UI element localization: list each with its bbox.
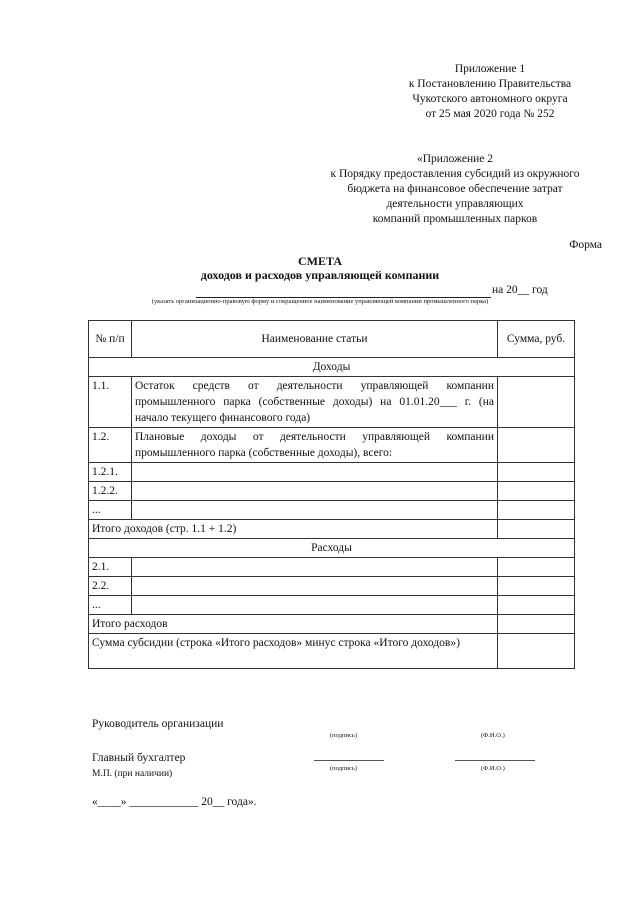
expense-total-row	[89, 615, 575, 634]
annex2-line: компаний промышленных парков	[372, 213, 538, 225]
row-name	[132, 463, 498, 482]
accountant-name-caption: (Ф.И.О.)	[481, 765, 505, 772]
row-num: 1.2.2.	[89, 482, 132, 501]
row-sum	[498, 463, 575, 482]
table-row	[89, 428, 575, 463]
table-row	[89, 482, 575, 501]
row-sum	[498, 615, 575, 634]
form-label: Форма	[569, 239, 602, 251]
head-signature-label: Руководитель организации	[92, 718, 224, 730]
date-line: «____» ____________ 20__ года».	[92, 796, 257, 808]
row-sum	[498, 501, 575, 520]
annex1-block	[380, 62, 600, 122]
annex2-line: «Приложение 2	[416, 153, 494, 165]
annex2-line: к Порядку предоставления субсидий из окружного	[330, 168, 580, 180]
table-row	[89, 463, 575, 482]
row-name	[132, 596, 498, 615]
accountant-signature-caption: (подпись)	[330, 765, 357, 772]
accountant-signature-line	[314, 760, 384, 761]
annex2-line: деятельности управляющих	[386, 198, 524, 210]
row-sum	[498, 482, 575, 501]
subsidy-row	[89, 634, 575, 669]
table-row	[89, 501, 575, 520]
row-num: ...	[89, 596, 132, 615]
row-sum	[498, 428, 575, 463]
expense-total-label: Итого расходов	[89, 615, 498, 634]
row-sum	[498, 558, 575, 577]
row-name	[132, 501, 498, 520]
header-name: Наименование статьи	[132, 321, 498, 358]
document-title: СМЕТА	[297, 254, 343, 268]
row-name	[132, 577, 498, 596]
row-sum	[498, 377, 575, 428]
annex1-line: от 25 мая 2020 года № 252	[425, 108, 555, 120]
row-num: 2.2.	[89, 577, 132, 596]
table-row	[89, 596, 575, 615]
head-name-caption: (Ф.И.О.)	[481, 732, 505, 739]
row-name: Плановые доходы от деятельности управляющей компании промышленного парка (собственные доходы), всего:	[132, 428, 498, 463]
accountant-signature-label: Главный бухгалтер	[92, 752, 186, 764]
row-sum	[498, 596, 575, 615]
income-total-label: Итого доходов (стр. 1.1 + 1.2)	[89, 520, 498, 539]
header-sum: Сумма, руб.	[498, 321, 575, 358]
head-signature-caption: (подпись)	[330, 732, 357, 739]
header-num: № п/п	[89, 321, 132, 358]
organization-note: (указать организационно-правовую форму и сокращенное наименование управляющей компании промышленного парка)	[151, 298, 489, 305]
document-subtitle: доходов и расходов управляющей компании	[200, 268, 440, 282]
row-sum	[498, 577, 575, 596]
row-num: 1.1.	[89, 377, 132, 428]
expense-section-row	[89, 539, 575, 558]
income-total-row	[89, 520, 575, 539]
table-header-row	[89, 321, 575, 358]
row-name: Остаток средств от деятельности управляющей компании промышленного парка (собственные доходы) на 01.01.20___ г. (на начало текущего финансового года)	[132, 377, 498, 428]
year-label: на 20__ год	[492, 284, 548, 296]
annex1-line: Чукотского автономного округа	[412, 93, 568, 105]
table-row	[89, 577, 575, 596]
row-num: 2.1.	[89, 558, 132, 577]
row-num: 1.2.1.	[89, 463, 132, 482]
expense-section-title: Расходы	[89, 539, 575, 558]
stamp-label: М.П. (при наличии)	[92, 769, 173, 779]
annex2-block	[300, 152, 610, 227]
table-row	[89, 377, 575, 428]
row-name	[132, 482, 498, 501]
annex1-line: к Постановлению Правительства	[408, 78, 572, 90]
row-num: 1.2.	[89, 428, 132, 463]
annex1-line: Приложение 1	[454, 63, 526, 75]
row-sum	[498, 520, 575, 539]
annex2-line: бюджета на финансовое обеспечение затрат	[347, 183, 563, 195]
row-sum	[498, 634, 575, 669]
income-section-title: Доходы	[89, 358, 575, 377]
income-section-row	[89, 358, 575, 377]
accountant-name-line	[455, 760, 535, 761]
subsidy-label: Сумма субсидии (строка «Итого расходов» минус строка «Итого доходов»)	[89, 634, 498, 669]
estimate-table	[88, 320, 575, 669]
row-num: ...	[89, 501, 132, 520]
table-row	[89, 558, 575, 577]
row-name	[132, 558, 498, 577]
